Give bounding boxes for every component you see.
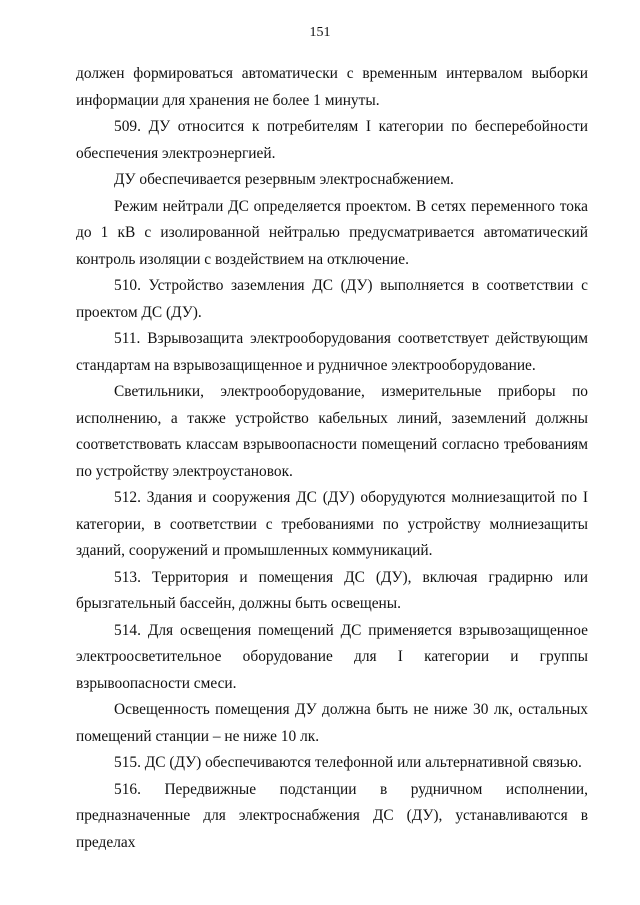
paragraph-514: 514. Для освещения помещений ДС применяется взрывозащищенное электроосветительное оборудование для I категории и группы взрывоопасности смеси. [76,621,588,692]
page-number: 151 [309,25,331,40]
paragraph-513: 513. Территория и помещения ДС (ДУ), включая градирню или брызгательный бассейн, должны быть освещены. [76,568,588,612]
paragraph-511: 511. Взрывозащита электрооборудования соответствует действующим стандартам на взрывозащищенное и рудничное электрооборудование. [76,330,588,374]
paragraph-510: 510. Устройство заземления ДС (ДУ) выполняется в соответствии с проектом ДС (ДУ). [76,277,588,321]
paragraph-516: 516. Передвижные подстанции в рудничном исполнении, предназначенные для электроснабжения ДС (ДУ), устанавливаются в пределах [76,780,588,851]
paragraph-509: 509. ДУ относится к потребителям I категории по бесперебойности обеспечения электроэнергией. [76,118,588,162]
paragraph-illuminance: Освещенность помещения ДУ должна быть не ниже 30 лк, остальных помещений станции – не ниже 10 лк. [76,701,588,745]
paragraph-continuation: должен формироваться автоматически с временным интервалом выборки информации для хранения не более 1 минуты. [76,65,588,109]
document-body [76,61,588,856]
paragraph-512: 512. Здания и сооружения ДС (ДУ) оборудуются молниезащитой по I категории, в соответствии с требованиями по устройству молниезащиты зданий, сооружений и промышленных коммуникаций. [76,489,588,559]
paragraph-515: 515. ДС (ДУ) обеспечиваются телефонной или альтернативной связью. [114,754,582,771]
paragraph-luminaires: Светильники, электрооборудование, измерительные приборы по исполнению, а также устройство кабельных линий, заземлений должны соответствовать классам взрывоопасности помещений согласно требованиям по устройству электроустановок. [76,383,588,480]
paragraph-neutral-mode: Режим нейтрали ДС определяется проектом. В сетях переменного тока до 1 кВ с изолированной нейтралью предусматривается автоматический контроль изоляции с воздействием на отключение. [76,197,588,268]
paragraph-backup-power: ДУ обеспечивается резервным электроснабжением. [114,171,454,188]
